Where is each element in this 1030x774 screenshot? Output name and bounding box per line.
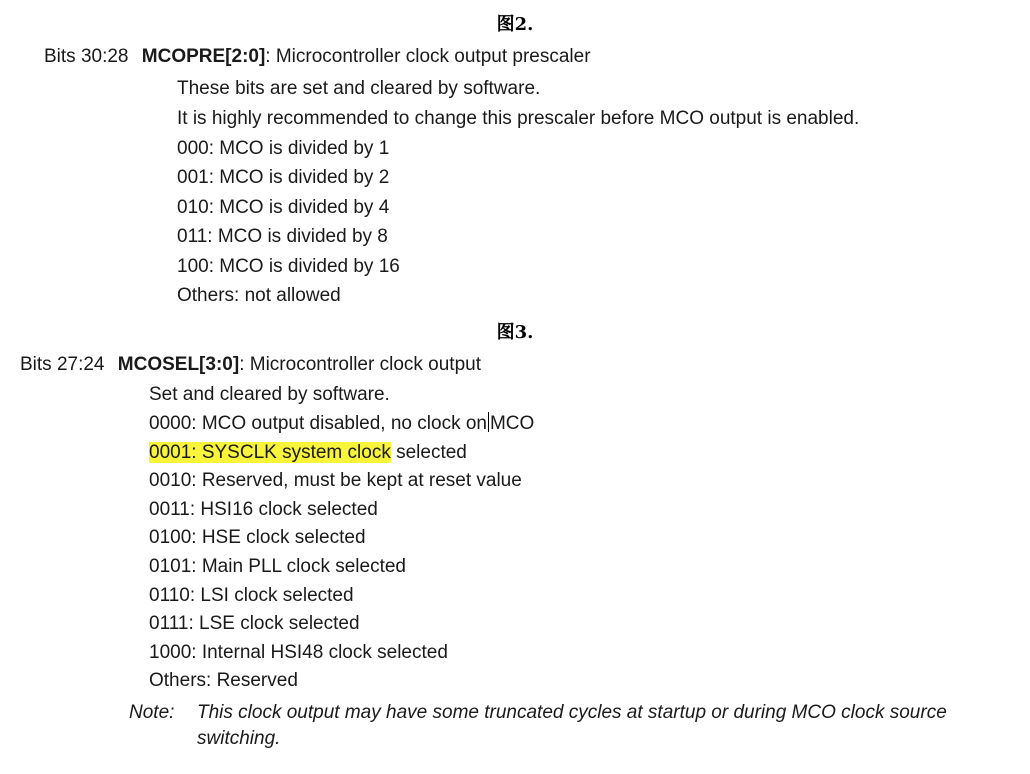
mcopre-description: : Microcontroller clock output prescaler (265, 46, 591, 67)
mcosel-line-text: selected (390, 442, 467, 463)
mcosel-line-text: 0000: MCO output disabled, no clock on (149, 413, 487, 434)
mcopre-line: 100: MCO is divided by 16 (177, 256, 400, 277)
mcopre-bits-label: Bits 30:28 (44, 46, 129, 67)
mcopre-header (44, 45, 591, 69)
note-label: Note: (129, 702, 175, 723)
mcosel-bits-label: Bits 27:24 (20, 354, 105, 375)
mcosel-header (20, 353, 481, 377)
mcosel-line: 0101: Main PLL clock selected (149, 556, 407, 577)
mcopre-field-name: MCOPRE[2:0] (141, 46, 266, 67)
text-cursor (488, 412, 489, 432)
mcosel-line: 0011: HSI16 clock selected (149, 499, 378, 520)
mcosel-line: 0010: Reserved, must be kept at reset value (149, 470, 522, 491)
mcosel-line: Set and cleared by software. (149, 384, 390, 405)
mcopre-line: 000: MCO is divided by 1 (177, 138, 390, 159)
mcosel-line-highlighted (149, 441, 467, 465)
mcosel-line: 1000: Internal HSI48 clock selected (149, 642, 448, 663)
figure-2-caption: 图2. (496, 14, 534, 35)
mcosel-line: Others: Reserved (149, 670, 298, 691)
mcosel-line: 0100: HSE clock selected (149, 527, 366, 548)
mcopre-line: It is highly recommended to change this prescaler before MCO output is enabled. (177, 108, 860, 129)
mcosel-description: : Microcontroller clock output (239, 354, 482, 375)
mcosel-field-name: MCOSEL[3:0] (117, 354, 240, 375)
mcosel-note (129, 700, 999, 760)
mcosel-line-text: MCO (489, 413, 535, 434)
mcosel-line (149, 412, 534, 436)
figure-3-caption: 图3. (496, 322, 534, 343)
mcosel-line: 0111: LSE clock selected (149, 613, 360, 634)
highlighted-text: 0001: SYSCLK system clock (149, 442, 391, 463)
mcopre-line: Others: not allowed (177, 285, 341, 306)
mcopre-line: 001: MCO is divided by 2 (177, 167, 390, 188)
mcopre-line: These bits are set and cleared by software. (177, 78, 541, 99)
note-text: This clock output may have some truncated cycles at startup or during MCO clock source switching. (197, 702, 947, 749)
mcopre-line: 011: MCO is divided by 8 (177, 226, 388, 247)
mcosel-line: 0110: LSI clock selected (149, 585, 354, 606)
mcopre-line: 010: MCO is divided by 4 (177, 197, 390, 218)
